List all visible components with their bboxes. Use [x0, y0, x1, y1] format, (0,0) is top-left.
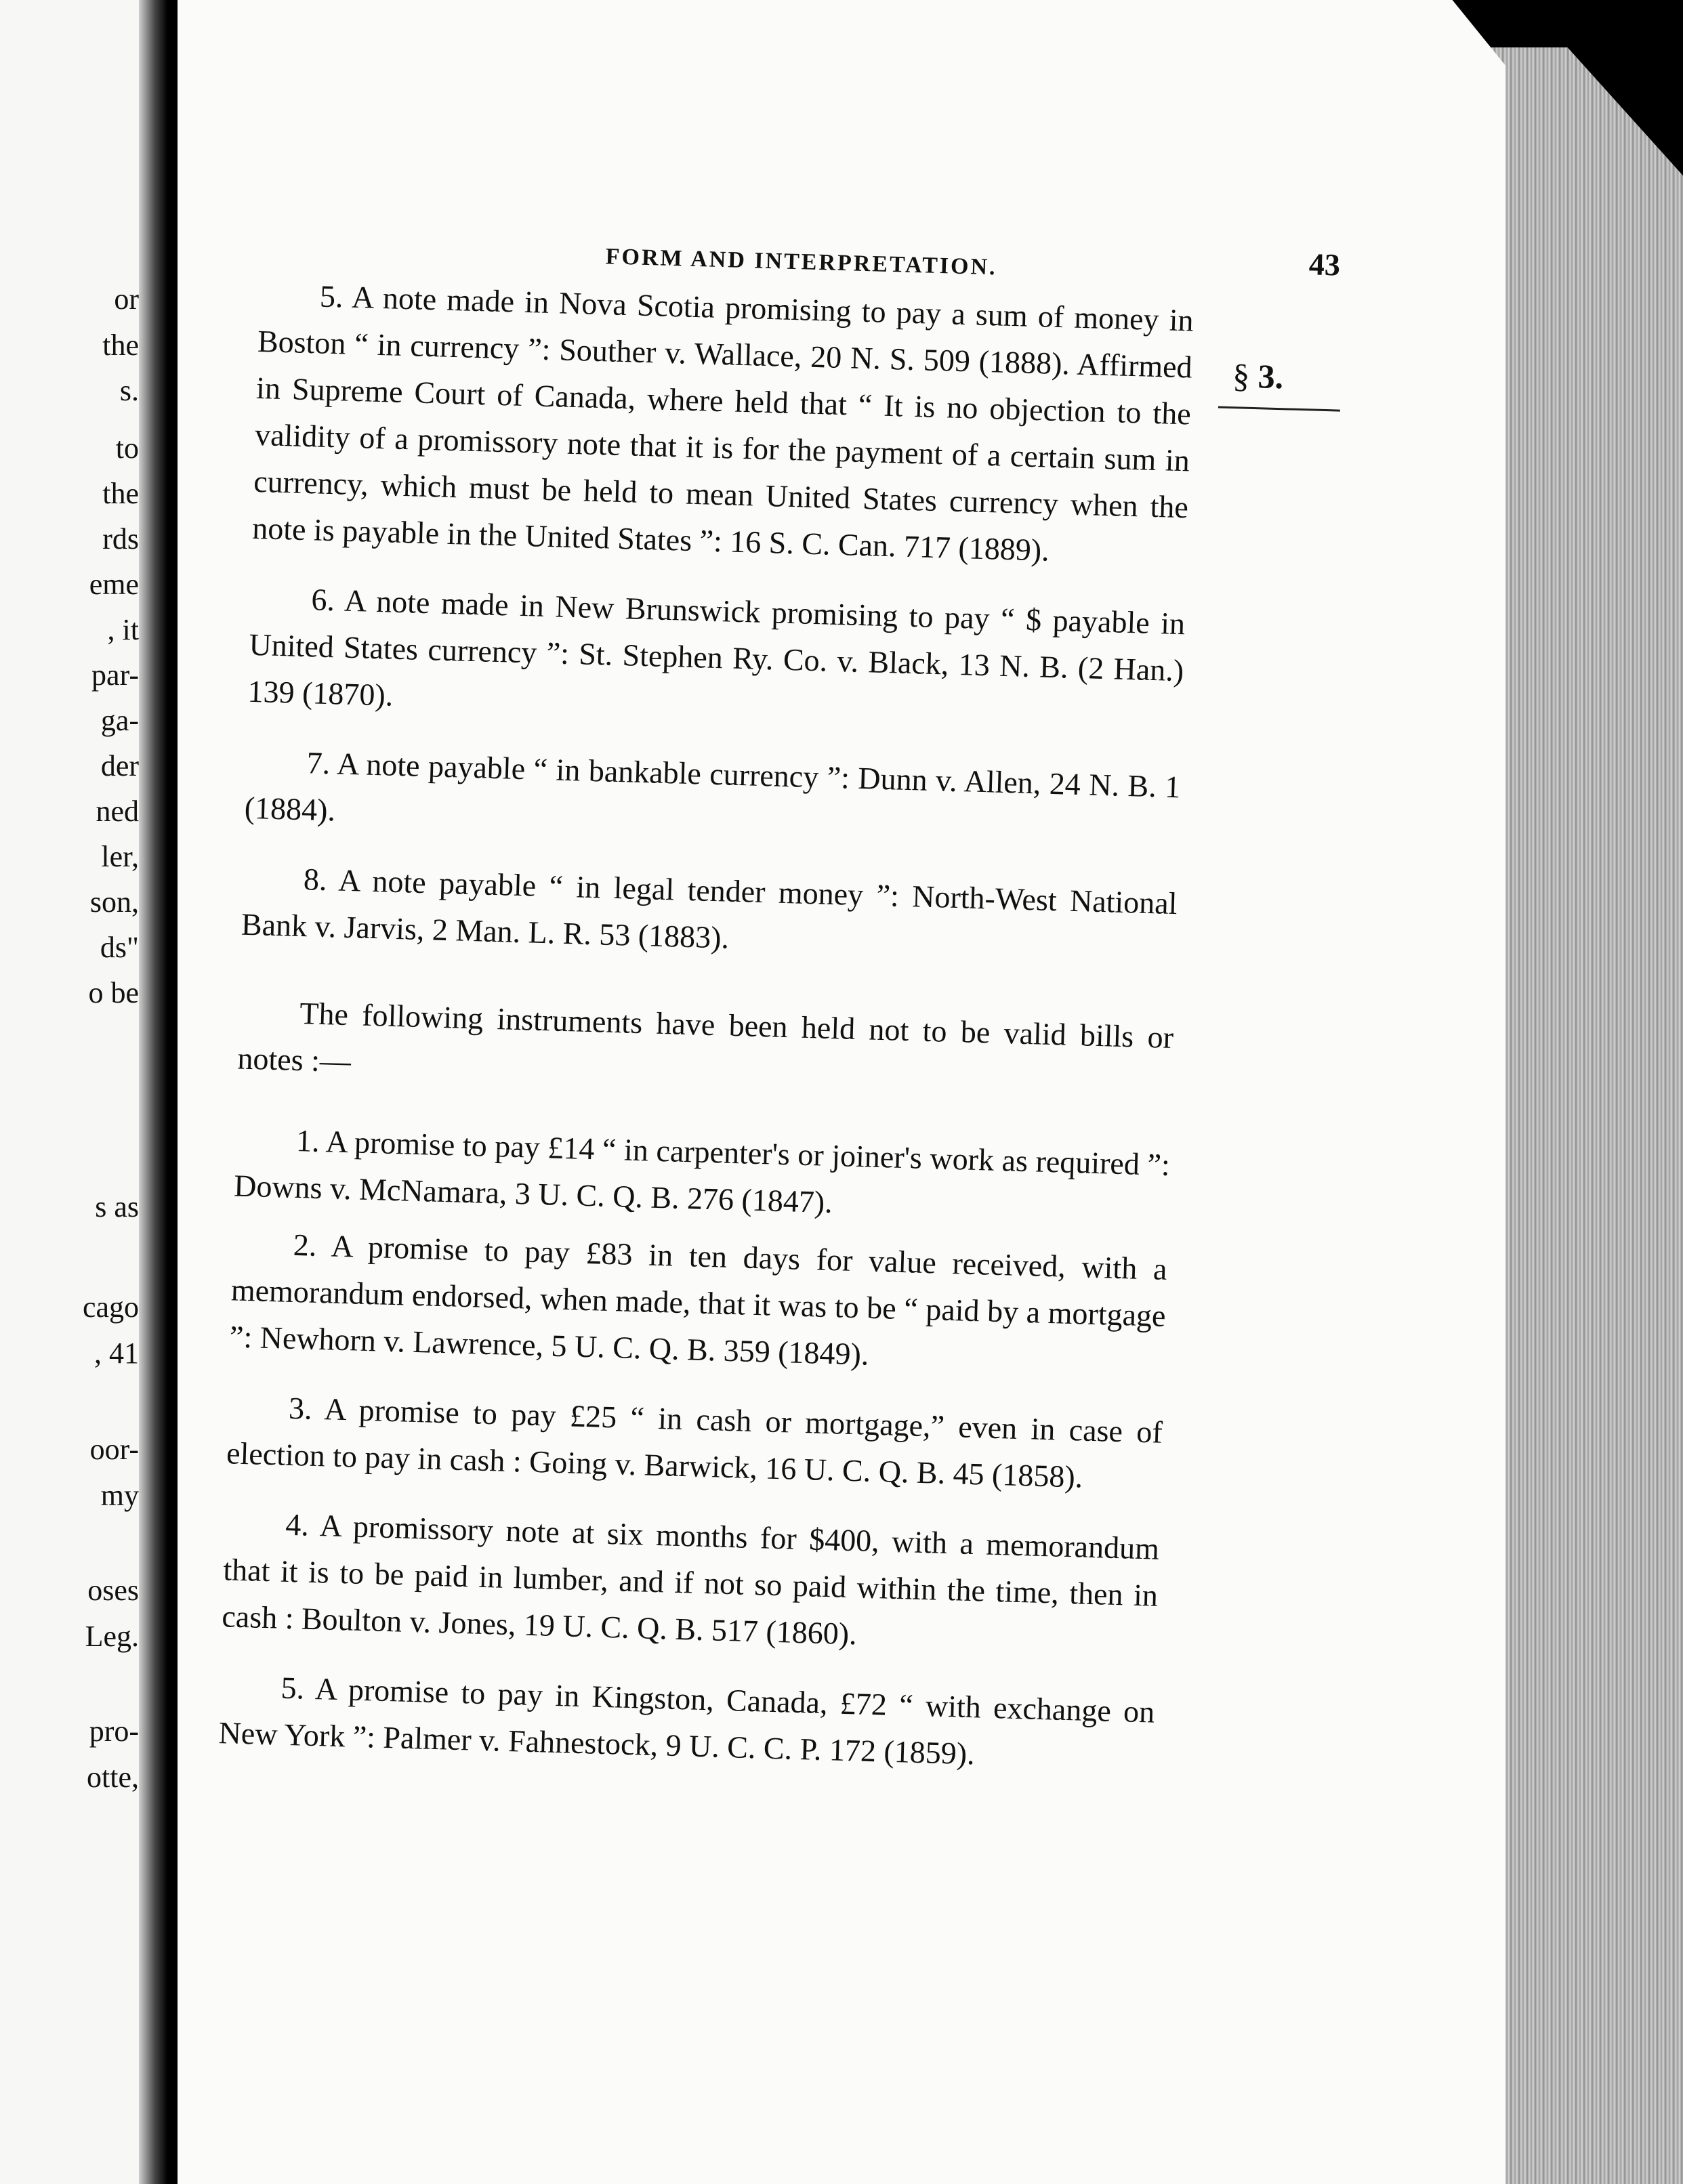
case-entry: 4. A promissory note at six months for $400, with a memorandum that it is to be paid in lumber, and if not so paid within the time, then in cash : Boulton v. Jones, 19 U. C. Q. B. 517 (1860). [221, 1507, 1160, 1652]
section-symbol: § [1232, 356, 1251, 395]
case-entry: 6. A note made in New Brunswick promising to pay “ $ payable in United States currency ”: St. Stephen Ry. Co. v. Black, 13 N. B. (2 Han.) 139 (1870). [247, 582, 1186, 713]
left-fragment: the [102, 329, 139, 362]
left-fragment: o be [88, 976, 139, 1009]
left-fragment: ned [96, 795, 139, 828]
section-number: 3. [1258, 357, 1285, 396]
left-fragment: oor- [89, 1433, 139, 1466]
left-fragment: pro- [89, 1715, 139, 1748]
left-fragment: der [100, 749, 139, 782]
page-number: 43 [1308, 247, 1341, 282]
case-entries [217, 271, 1194, 1805]
left-fragment: cago [82, 1290, 139, 1324]
left-fragment: ga- [100, 704, 139, 737]
left-facing-page [0, 0, 139, 2184]
left-fragment: son, [89, 885, 139, 919]
left-fragment: par- [91, 658, 139, 692]
case-entry: 5. A promise to pay in Kingston, Canada, £72 “ with exchange on New York ”: Palmer v. Fahnestock, 9 U. C. C. P. 172 (1859). [218, 1670, 1155, 1771]
left-fragment: ler, [101, 840, 139, 873]
left-fragment: the [102, 477, 139, 510]
case-entry: 2. A promise to pay £83 in ten days for value received, with a memorandum endorsed, when made, that it was to be “ paid by a mortgage ”: Newhorn v. Lawrence, 5 U. C. Q. B. 359 (1849). [229, 1227, 1168, 1372]
intro-paragraph: The following instruments have been held not to be valid bills or notes :— [236, 996, 1174, 1079]
book-gutter [139, 0, 180, 2184]
left-fragment: s as [95, 1190, 139, 1223]
case-entry: 8. A note payable “ in legal tender money ”: North-West National Bank v. Jarvis, 2 Man. L. R. 53 (1883). [241, 862, 1178, 955]
left-fragment: my [100, 1479, 139, 1512]
left-fragment: rds [102, 522, 139, 555]
left-fragment: , it [107, 613, 139, 646]
left-fragment: ds" [100, 931, 139, 964]
case-entry: 5. A note made in Nova Scotia promising to pay a sum of money in Boston “ in currency ”: Souther v. Wallace, 20 N. S. 509 (1888). Affirmed in Supreme Court of Canada, where held that “ It is no objection to the validity of a promissory note that it is for the payment of a certain sum in currency, which must be held to mean United States currency when the note is payable in the United States ”: 16 S. C. Can. 717 (1889). [251, 278, 1194, 568]
running-head: FORM AND INTERPRETATION. [605, 244, 998, 280]
left-fragment: eme [89, 568, 139, 601]
section-marker [1232, 352, 1284, 400]
left-fragment: , 41 [94, 1337, 139, 1370]
left-fragment: or [114, 282, 139, 316]
case-entry: 1. A promise to pay £14 “ in carpenter's or joiner's work as required ”: Downs v. McNamara, 3 U. C. Q. B. 276 (1847). [233, 1122, 1171, 1220]
case-entry: 7. A note payable “ in bankable currency ”: Dunn v. Allen, 24 N. B. 1 (1884). [244, 745, 1182, 828]
left-fragment: s. [119, 374, 139, 407]
left-fragment: to [115, 432, 139, 465]
left-fragment: Leg. [85, 1620, 139, 1653]
page-edges [1491, 47, 1683, 2184]
left-fragment: otte, [87, 1761, 139, 1794]
left-fragment: oses [87, 1574, 139, 1607]
case-entry: 3. A promise to pay £25 “ in cash or mortgage,” even in case of election to pay in cash : Going v. Barwick, 16 U. C. Q. B. 45 (1858). [226, 1390, 1163, 1494]
